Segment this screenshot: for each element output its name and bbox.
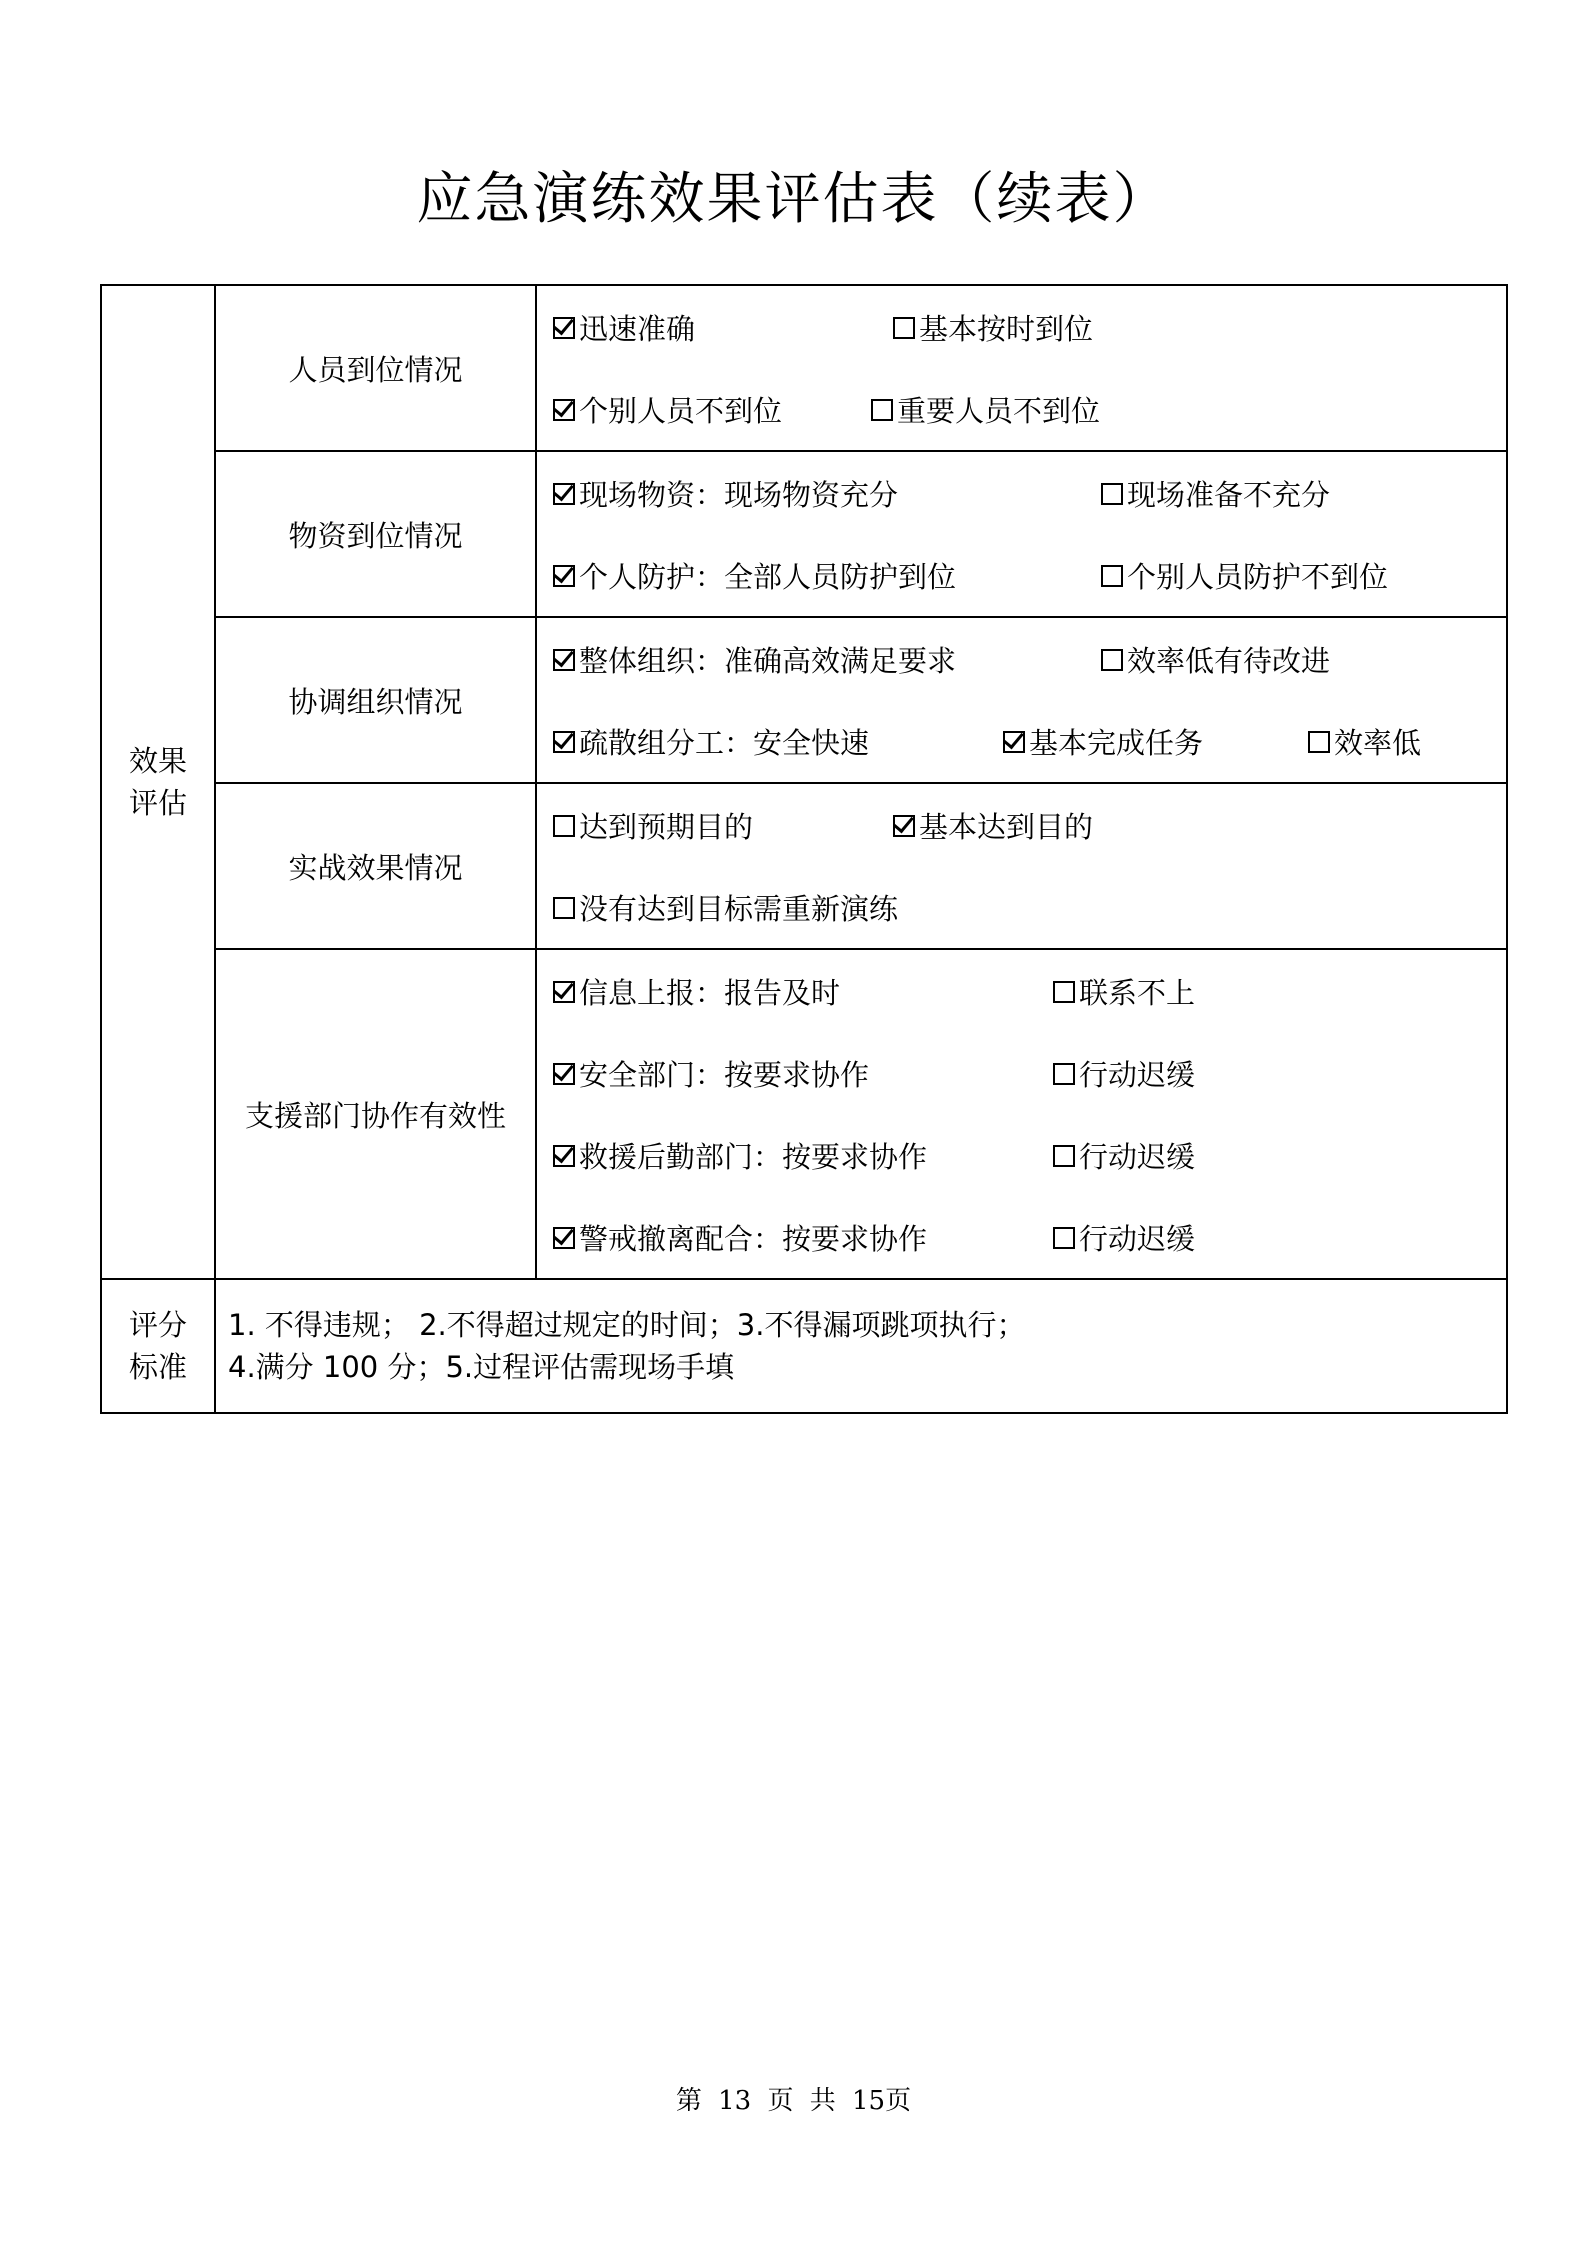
criteria-line: 1. 不得违规； 2.不得超过规定的时间；3.不得漏项跳项执行；: [228, 1308, 1026, 1342]
option-line: [553, 1032, 1506, 1114]
option-line: [553, 286, 1506, 368]
option-label: 迅速准确: [579, 311, 696, 346]
checkbox-option[interactable]: [553, 555, 956, 596]
option-line: [553, 368, 1506, 450]
checkbox-checked-icon[interactable]: [553, 1063, 575, 1085]
option-label: 达到预期目的: [579, 809, 754, 844]
checkbox-unchecked-icon[interactable]: [1101, 565, 1123, 587]
checkbox-option[interactable]: [1308, 721, 1421, 762]
option-line: [553, 534, 1506, 616]
checkbox-checked-icon[interactable]: [553, 1145, 575, 1167]
criteria-label-line: 标准: [128, 1350, 187, 1384]
criteria-line: 4.满分 100 分；5.过程评估需现场手填: [228, 1350, 735, 1384]
table-row: [101, 949, 1507, 1279]
checkbox-unchecked-icon[interactable]: [553, 815, 575, 837]
row-label: 实战效果情况: [215, 783, 536, 949]
option-label: 个别人员防护不到位: [1127, 559, 1389, 594]
option-label: 个人防护：全部人员防护到位: [579, 559, 957, 594]
checkbox-checked-icon[interactable]: [553, 649, 575, 671]
checkbox-checked-icon[interactable]: [553, 1227, 575, 1249]
checkbox-checked-icon[interactable]: [893, 815, 915, 837]
option-label: 疏散组分工：安全快速: [579, 725, 870, 760]
option-label: 行动迟缓: [1079, 1221, 1196, 1256]
checkbox-unchecked-icon[interactable]: [1308, 731, 1330, 753]
checkbox-unchecked-icon[interactable]: [1101, 483, 1123, 505]
checkbox-option[interactable]: [553, 473, 898, 514]
option-line: [553, 618, 1506, 700]
options-cell: [536, 783, 1507, 949]
checkbox-option[interactable]: [1101, 555, 1388, 596]
section-label-line: 评估: [128, 786, 187, 820]
document-title: 应急演练效果评估表（续表）: [416, 167, 1171, 232]
checkbox-checked-icon[interactable]: [553, 981, 575, 1003]
table-row: [101, 285, 1507, 451]
checkbox-checked-icon[interactable]: [553, 399, 575, 421]
section-label-cell: [101, 285, 215, 1279]
checkbox-unchecked-icon[interactable]: [1053, 1063, 1075, 1085]
row-label: 人员到位情况: [215, 285, 536, 451]
checkbox-option[interactable]: [553, 1217, 927, 1258]
options-cell: [536, 451, 1507, 617]
option-label: 效率低: [1334, 725, 1422, 760]
option-line: [553, 1196, 1506, 1278]
checkbox-option[interactable]: [553, 805, 753, 846]
checkbox-option[interactable]: [893, 805, 1093, 846]
row-label: 协调组织情况: [215, 617, 536, 783]
criteria-label-line: 评分: [128, 1308, 187, 1342]
option-label: 救援后勤部门：按要求协作: [579, 1139, 928, 1174]
checkbox-option[interactable]: [1003, 721, 1203, 762]
table-row: [101, 783, 1507, 949]
checkbox-option[interactable]: [1053, 1053, 1195, 1094]
section-label-line: 效果: [128, 744, 187, 778]
checkbox-unchecked-icon[interactable]: [1053, 1227, 1075, 1249]
checkbox-option[interactable]: [553, 887, 898, 928]
option-label: 行动迟缓: [1079, 1139, 1196, 1174]
checkbox-option[interactable]: [553, 389, 782, 430]
option-label: 效率低有待改进: [1127, 643, 1331, 678]
option-label: 基本达到目的: [919, 809, 1094, 844]
option-label: 基本完成任务: [1029, 725, 1204, 760]
checkbox-checked-icon[interactable]: [1003, 731, 1025, 753]
option-line: [553, 784, 1506, 866]
table-row: [101, 451, 1507, 617]
row-label: 物资到位情况: [215, 451, 536, 617]
option-line: [553, 1114, 1506, 1196]
option-label: 重要人员不到位: [897, 393, 1101, 428]
checkbox-unchecked-icon[interactable]: [871, 399, 893, 421]
checkbox-unchecked-icon[interactable]: [553, 897, 575, 919]
checkbox-checked-icon[interactable]: [553, 731, 575, 753]
option-label: 行动迟缓: [1079, 1057, 1196, 1092]
checkbox-option[interactable]: [871, 389, 1100, 430]
option-label: 个别人员不到位: [579, 393, 783, 428]
option-label: 整体组织：准确高效满足要求: [579, 643, 957, 678]
page-footer: 第 13 页 共 15页: [675, 2086, 912, 2116]
checkbox-option[interactable]: [553, 639, 956, 680]
checkbox-option[interactable]: [1101, 473, 1330, 514]
checkbox-option[interactable]: [553, 307, 695, 348]
criteria-label-cell: [101, 1279, 215, 1413]
options-cell: [536, 617, 1507, 783]
option-line: [553, 866, 1506, 948]
option-line: [553, 700, 1506, 782]
options-cell: [536, 285, 1507, 451]
option-label: 安全部门：按要求协作: [579, 1057, 870, 1092]
checkbox-unchecked-icon[interactable]: [1053, 981, 1075, 1003]
checkbox-checked-icon[interactable]: [553, 565, 575, 587]
option-label: 警戒撤离配合：按要求协作: [579, 1221, 928, 1256]
checkbox-unchecked-icon[interactable]: [893, 317, 915, 339]
row-label: 支援部门协作有效性: [215, 949, 536, 1279]
checkbox-option[interactable]: [1053, 1217, 1195, 1258]
option-label: 联系不上: [1079, 975, 1196, 1010]
option-line: [553, 452, 1506, 534]
options-cell: [536, 949, 1507, 1279]
evaluation-table: [100, 284, 1508, 1414]
checkbox-option[interactable]: [1053, 971, 1195, 1012]
checkbox-checked-icon[interactable]: [553, 317, 575, 339]
option-label: 现场准备不充分: [1127, 477, 1331, 512]
checkbox-option[interactable]: [1053, 1135, 1195, 1176]
criteria-content: [215, 1279, 1507, 1413]
checkbox-option[interactable]: [553, 1053, 869, 1094]
checkbox-option[interactable]: [553, 971, 840, 1012]
option-label: 没有达到目标需重新演练: [579, 891, 899, 926]
option-label: 现场物资：现场物资充分: [579, 477, 899, 512]
checkbox-unchecked-icon[interactable]: [1101, 649, 1123, 671]
table-row: [101, 617, 1507, 783]
checkbox-option[interactable]: [1101, 639, 1330, 680]
checkbox-option[interactable]: [893, 307, 1093, 348]
checkbox-checked-icon[interactable]: [553, 483, 575, 505]
option-label: 信息上报：报告及时: [579, 975, 841, 1010]
checkbox-option[interactable]: [553, 721, 869, 762]
checkbox-unchecked-icon[interactable]: [1053, 1145, 1075, 1167]
checkbox-option[interactable]: [553, 1135, 927, 1176]
criteria-row: [101, 1279, 1507, 1413]
option-line: [553, 950, 1506, 1032]
option-label: 基本按时到位: [919, 311, 1094, 346]
